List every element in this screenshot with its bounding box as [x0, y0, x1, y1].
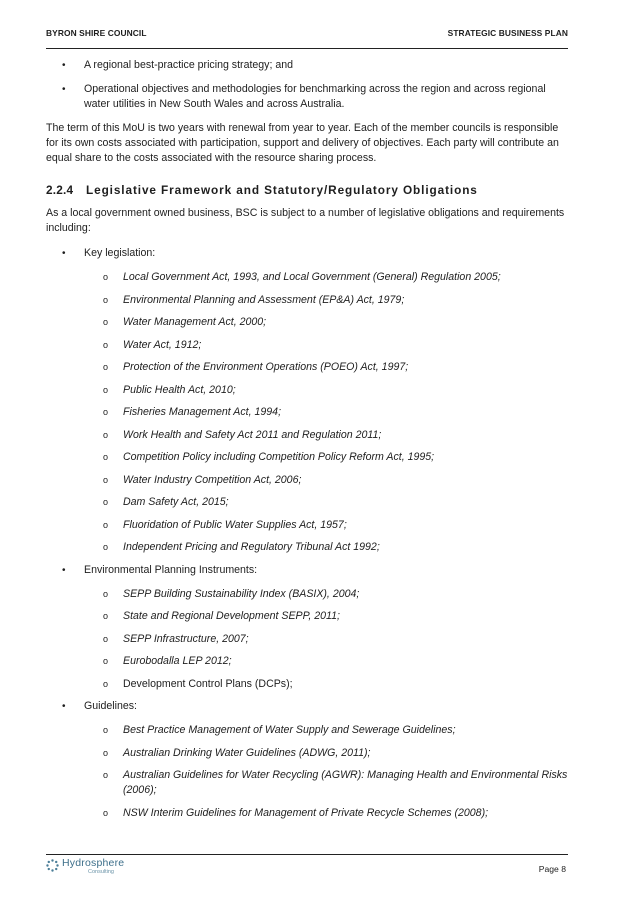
sub-bullet-marker: o: [103, 678, 109, 689]
sub-list-item: [46, 768, 568, 798]
sub-bullet-marker: o: [103, 384, 109, 395]
sub-list-item-text: Best Practice Management of Water Supply and Sewerage Guidelines;: [123, 724, 456, 736]
sub-list-item: [46, 723, 568, 738]
intro-paragraph: As a local government owned business, BSC is subject to a number of legislative obligations and requirements including:: [46, 207, 565, 234]
term-paragraph: The term of this MoU is two years with renewal from year to year. Each of the member councils is responsible for its own costs associated with participation, support and delivery of objectives. Each party will contribute an equal share to the costs associated with the resource sharing process.: [46, 122, 559, 164]
sub-list-item-text: Australian Drinking Water Guidelines (ADWG, 2011);: [123, 746, 371, 759]
sub-bullet-marker: o: [103, 807, 109, 818]
sub-bullet-marker: o: [103, 497, 109, 507]
sub-bullet-marker: o: [103, 407, 109, 417]
sub-list-item: [46, 338, 568, 353]
sub-bullet-marker: o: [103, 588, 109, 599]
header-right: STRATEGIC BUSINESS PLAN: [447, 28, 568, 38]
sub-list-item: [46, 360, 568, 375]
sub-list-item-text: SEPP Building Sustainability Index (BASIX), 2004;: [123, 587, 360, 600]
sub-bullet-marker: o: [103, 770, 109, 780]
sub-list-item-text: Australian Guidelines for Water Recycling (AGWR): Managing Health and Environmental Risks (2006);: [123, 769, 568, 796]
sub-list-item: [46, 270, 568, 285]
sub-list-item: [46, 806, 568, 821]
sub-list-item-text: Fisheries Management Act, 1994;: [123, 406, 282, 418]
sub-list-item-text: Local Government Act, 1993, and Local Government (General) Regulation 2005;: [123, 271, 501, 283]
section-number: 2.2.4: [46, 183, 74, 197]
footer-divider: [46, 854, 568, 855]
sub-list-item: [46, 677, 568, 692]
sub-list-item-text: Water Act, 1912;: [123, 338, 202, 351]
sub-list-item: [46, 428, 568, 443]
sub-list-item-text: Work Health and Safety Act 2011 and Regulation 2011;: [123, 428, 382, 441]
bullet-marker: •: [62, 60, 66, 71]
header-left: BYRON SHIRE COUNCIL: [46, 28, 147, 38]
sub-list-item: [46, 746, 568, 761]
bullet-marker: •: [62, 701, 66, 712]
logo-text: [62, 858, 124, 875]
page-content: [46, 58, 568, 828]
section-heading: [46, 183, 568, 198]
list-item-text: Environmental Planning Instruments:: [84, 563, 258, 576]
sub-list-item-text: Development Control Plans (DCPs);: [123, 677, 293, 690]
sub-bullet-marker: o: [103, 317, 109, 327]
sub-list-item-text: Protection of the Environment Operations (POEO) Act, 1997;: [123, 361, 409, 373]
bullet-marker: •: [62, 564, 66, 576]
list-item-planning-instruments: [46, 563, 568, 578]
section-title: Legislative Framework and Statutory/Regulatory Obligations: [86, 183, 478, 197]
page-header: [46, 28, 568, 49]
sub-list-item-text: Environmental Planning and Assessment (EP&A) Act, 1979;: [123, 293, 405, 306]
sub-list-item: [46, 587, 568, 602]
sub-list-item-text: Dam Safety Act, 2015;: [123, 496, 229, 508]
sub-list-item-text: Public Health Act, 2010;: [123, 383, 236, 396]
sub-bullet-marker: o: [103, 452, 109, 462]
sub-list-item-text: State and Regional Development SEPP, 2011;: [123, 610, 340, 622]
sub-bullet-marker: o: [103, 362, 109, 372]
list-item-guidelines: [46, 699, 568, 714]
sub-list-item: [46, 632, 568, 647]
sub-list-item-text: Independent Pricing and Regulatory Tribunal Act 1992;: [123, 541, 380, 553]
sub-list-item-text: Eurobodalla LEP 2012;: [123, 655, 232, 667]
sub-list-item: [46, 518, 568, 533]
sub-list-item-text: Water Industry Competition Act, 2006;: [123, 473, 302, 486]
sub-bullet-marker: o: [103, 294, 109, 305]
sub-bullet-marker: o: [103, 542, 109, 552]
sub-list-item: [46, 473, 568, 488]
sub-list-item: [46, 609, 568, 624]
sub-list-item: [46, 495, 568, 510]
list-item-text: Guidelines:: [84, 700, 137, 712]
hydrosphere-logo-icon: [46, 859, 59, 872]
logo-name: Hydrosphere: [62, 857, 125, 869]
sub-list-item: [46, 383, 568, 398]
sub-list-item: [46, 405, 568, 420]
logo-subtitle: Consulting: [88, 868, 114, 875]
list-item-text: A regional best-practice pricing strategy; and: [84, 59, 294, 71]
sub-bullet-marker: o: [103, 611, 109, 621]
sub-bullet-marker: o: [103, 747, 109, 758]
list-item-text: Key legislation:: [84, 247, 156, 259]
sub-bullet-marker: o: [103, 272, 109, 282]
bullet-marker: •: [62, 84, 66, 95]
sub-list-item: [46, 450, 568, 465]
hydrosphere-logo: [46, 858, 124, 878]
sub-bullet-marker: o: [103, 339, 109, 350]
sub-bullet-marker: o: [103, 474, 109, 485]
sub-list-item: [46, 293, 568, 308]
bullet-marker: •: [62, 248, 66, 259]
sub-bullet-marker: o: [103, 519, 109, 530]
sub-list-item: [46, 315, 568, 330]
sub-list-item: [46, 654, 568, 669]
list-item: [46, 82, 568, 112]
sub-list-item-text: Fluoridation of Public Water Supplies Act, 1957;: [123, 518, 347, 531]
sub-list-item-text: Competition Policy including Competition Policy Reform Act, 1995;: [123, 451, 435, 463]
sub-bullet-marker: o: [103, 429, 109, 440]
sub-list-item: [46, 540, 568, 555]
sub-list-item-text: Water Management Act, 2000;: [123, 316, 267, 328]
sub-bullet-marker: o: [103, 633, 109, 644]
sub-list-item-text: NSW Interim Guidelines for Management of Private Recycle Schemes (2008);: [123, 806, 489, 819]
page-number: Page 8: [538, 864, 566, 874]
list-item-text: Operational objectives and methodologies for benchmarking across the region and across regional water utilities in New South Wales and across Australia.: [84, 83, 546, 110]
list-item-key-legislation: [46, 246, 568, 261]
sub-list-item-text: SEPP Infrastructure, 2007;: [123, 632, 249, 645]
sub-bullet-marker: o: [103, 725, 109, 735]
sub-bullet-marker: o: [103, 656, 109, 666]
list-item: [46, 58, 568, 73]
